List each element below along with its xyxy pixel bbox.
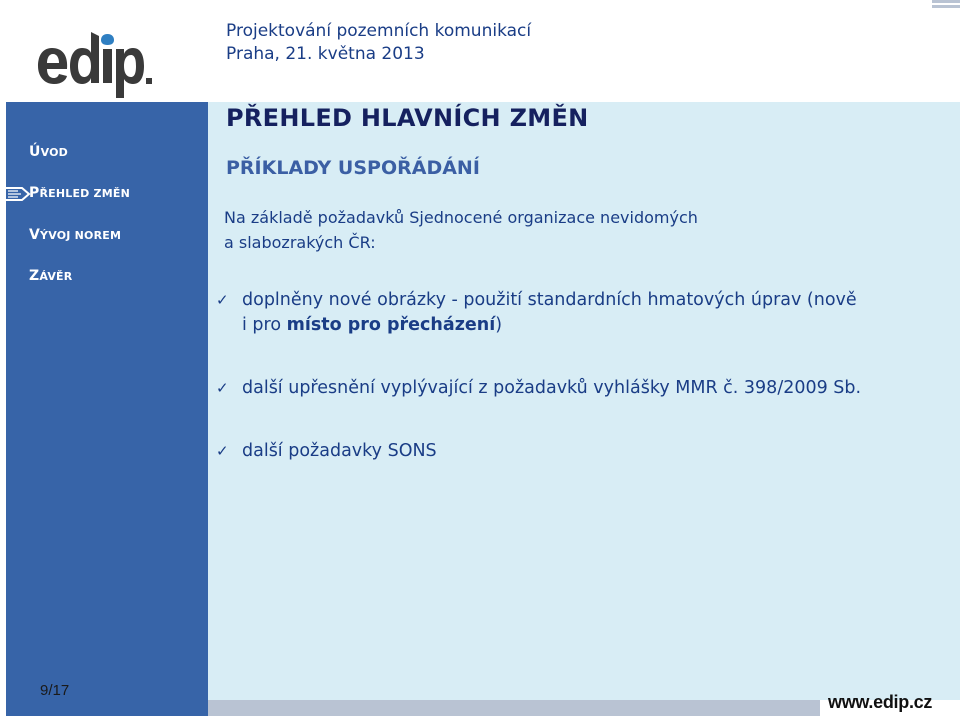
bullet-text: ) — [495, 315, 503, 335]
sidebar-item-initial: Ú — [29, 144, 41, 160]
bullet-emphasis: místo pro přecházení — [286, 315, 496, 335]
sidebar-item-zaver[interactable] — [29, 268, 72, 284]
intro-line: a slabozrakých ČR: — [224, 233, 376, 252]
bullet-line — [242, 313, 857, 338]
sidebar-item-label: ÁVĚR — [39, 270, 73, 283]
bullet-line: další upřesnění vyplývající z požadavků vyhlášky MMR č. 398/2009 Sb. — [242, 378, 862, 398]
sidebar-item-initial: P — [29, 185, 40, 201]
sidebar-item-initial: V — [29, 227, 41, 243]
bullet-item — [216, 376, 862, 401]
slide-content — [208, 102, 960, 700]
footer-url-link[interactable]: www.edip.cz — [828, 692, 933, 712]
header-decoration — [932, 0, 960, 14]
checkmark-icon: ✓ — [216, 379, 229, 397]
page-number: 9/17 — [40, 682, 70, 699]
sidebar-item-uvod[interactable] — [29, 144, 68, 160]
bullet-item — [216, 288, 857, 338]
bullet-text: i pro — [242, 315, 287, 335]
header-event-date: Praha, 21. května 2013 — [226, 44, 425, 64]
sidebar-item-initial: Z — [29, 268, 40, 284]
footer-bar — [208, 700, 820, 716]
bullet-item — [216, 439, 437, 464]
active-item-arrow-icon — [2, 186, 32, 202]
checkmark-icon: ✓ — [216, 442, 229, 460]
bullet-line: další požadavky SONS — [242, 441, 437, 461]
sidebar-item-prehled-zmen[interactable] — [29, 185, 130, 201]
sidebar-item-label: ŘEHLED ZMĚN — [39, 187, 130, 200]
slide-subtitle: PŘÍKLADY USPOŘÁDÁNÍ — [226, 157, 480, 179]
edip-logo — [36, 18, 156, 100]
intro-text — [224, 205, 824, 255]
slide-title: PŘEHLED HLAVNÍCH ZMĚN — [226, 104, 589, 132]
sidebar-item-label: VOD — [40, 146, 68, 159]
checkmark-icon: ✓ — [216, 291, 229, 309]
edip-logo-graphic — [36, 18, 156, 100]
header-event — [226, 20, 531, 66]
sidebar-item-vyvoj-norem[interactable] — [29, 227, 121, 243]
header-event-title: Projektování pozemních komunikací — [226, 21, 532, 41]
bullet-line: doplněny nové obrázky - použití standardních hmatových úprav (nově — [242, 290, 857, 310]
sidebar-item-label: ÝVOJ NOREM — [40, 229, 122, 242]
intro-line: Na základě požadavků Sjednocené organizace nevidomých — [224, 208, 698, 227]
